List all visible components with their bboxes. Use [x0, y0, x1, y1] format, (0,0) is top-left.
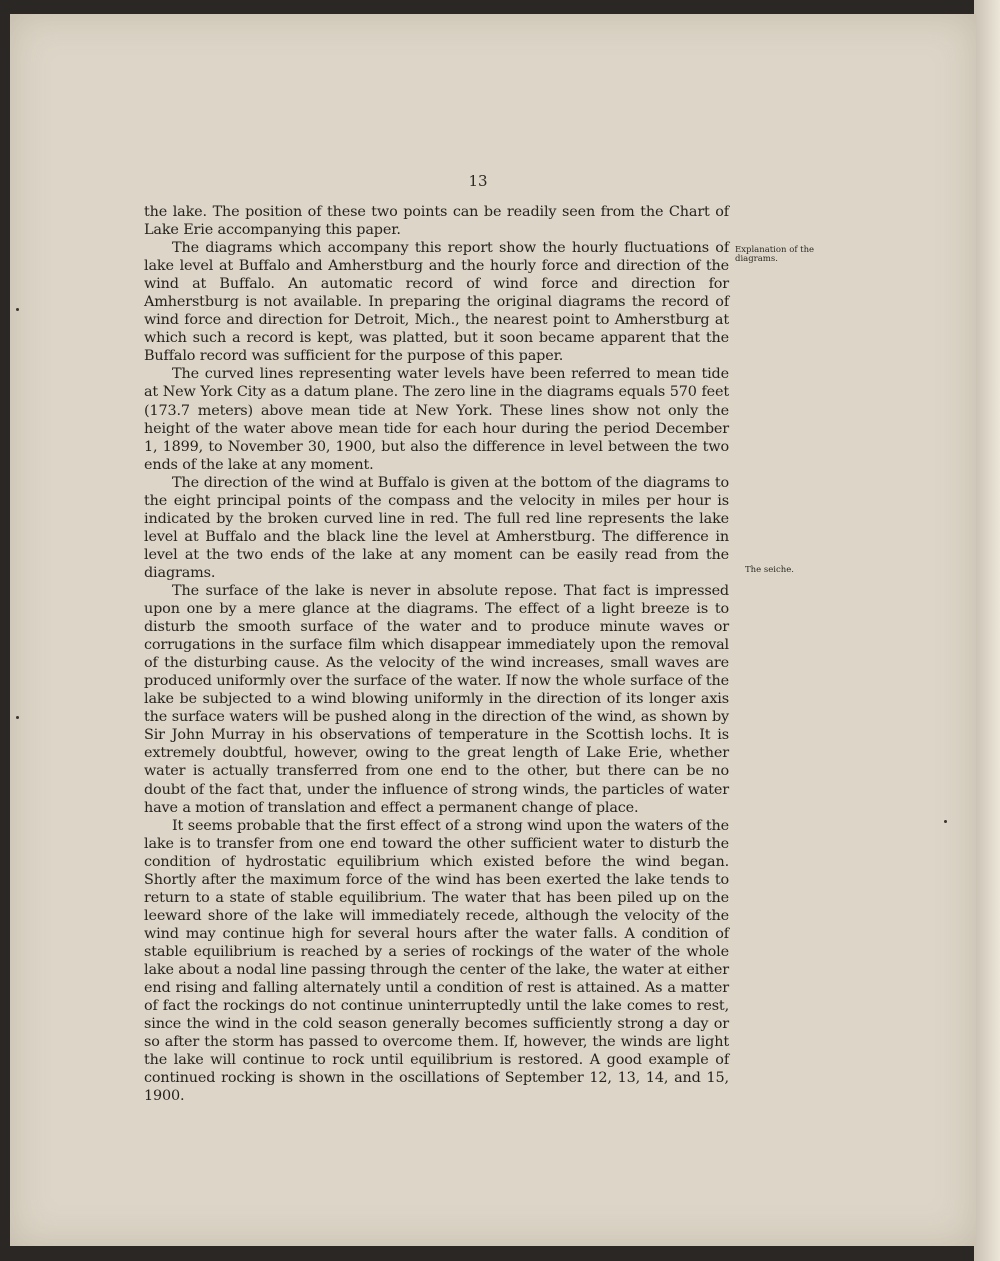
page-edge	[974, 0, 1000, 1261]
paragraph: The surface of the lake is never in absolute repose. That fact is impressed upon one by a mere glance at the diagrams. The effect of a light breeze is to disturb the smooth surface of the water and to produce minute waves or corrugations in the surface film which disappear immediately upon the removal of the disturbing cause. As the velocity of the wind increases, small waves are produced uniformly over the surface of the water. If now the whole surface of the lake be subjected to a wind blowing uniformly in the direction of its longer axis the surface waters will be pushed along in the direction of the wind, as shown by Sir John Murray in his observations of temperature in the Scottish lochs. It is extremely doubtful, however, owing to the great length of Lake Erie, whether water is actually transferred from one end to the other, but there can be no doubt of the fact that, under the influence of strong winds, the particles of water have a motion of translation and effect a permanent change of place.	[144, 582, 729, 816]
paragraph: It seems probable that the first effect of a strong wind upon the waters of the lake is to transfer from one end toward the other sufficient water to disturb the condition of hydrostatic equilibrium which existed before the wind began. Shortly after the maximum force of the wind has been exerted the lake tends to return to a state of stable equilibrium. The water that has been piled up on the leeward shore of the lake will immediately recede, although the velocity of the wind may continue high for several hours after the water falls. A condition of stable equilibrium is reached by a series of rockings of the water of the whole lake about a nodal line passing through the center of the lake, the water at either end rising and falling alternately until a condition of rest is attained. As a matter of fact the rockings do not continue uninterruptedly until the lake comes to rest, since the wind in the cold season generally becomes sufficiently strong a day or so after the storm has passed to overcome them. If, however, the winds are light the lake will continue to rock until equilibrium is restored. A good example of continued rocking is shown in the oscillations of September 12, 13, 14, and 15, 1900.	[144, 817, 729, 1105]
margin-note-explanation: Explanation of the diagrams.	[735, 245, 815, 264]
paper-speck	[16, 308, 19, 311]
paper-speck	[944, 820, 947, 823]
paragraph: The diagrams which accompany this report show the hourly fluctuations of lake level at Buffalo and Amherstburg and the hourly force and direction of the wind at Buffalo. An automatic record of wind force and direction for Amherstburg is not available. In preparing the original diagrams the record of wind force and direction for Detroit, Mich., the nearest point to Amherstburg at which such a record is kept, was platted, but it soon became apparent that the Buffalo record was sufficient for the purpose of this paper.	[144, 240, 729, 365]
paragraph: The direction of the wind at Buffalo is given at the bottom of the diagrams to the eight principal points of the compass and the velocity in miles per hour is indicated by the broken curved line in red. The full red line represents the lake level at Buffalo and the black line the level at Amherstburg. The difference in level at the two ends of the lake at any moment can be easily read from the diagrams.	[144, 474, 729, 581]
page-number: 13	[468, 172, 488, 190]
body-text	[144, 203, 729, 1105]
paper-speck	[16, 716, 19, 719]
paragraph: The curved lines representing water levels have been referred to mean tide at New York City as a datum plane. The zero line in the diagrams equals 570 feet (173.7 meters) above mean tide at New York. These lines show not only the height of the water above mean tide for each hour during the period December 1, 1899, to November 30, 1900, but also the difference in level between the two ends of the lake at any moment.	[144, 366, 729, 473]
paragraph: the lake. The position of these two points can be readily seen from the Chart of Lake Erie accompanying this paper.	[144, 204, 729, 239]
margin-note-seiche: The seiche.	[745, 565, 794, 575]
